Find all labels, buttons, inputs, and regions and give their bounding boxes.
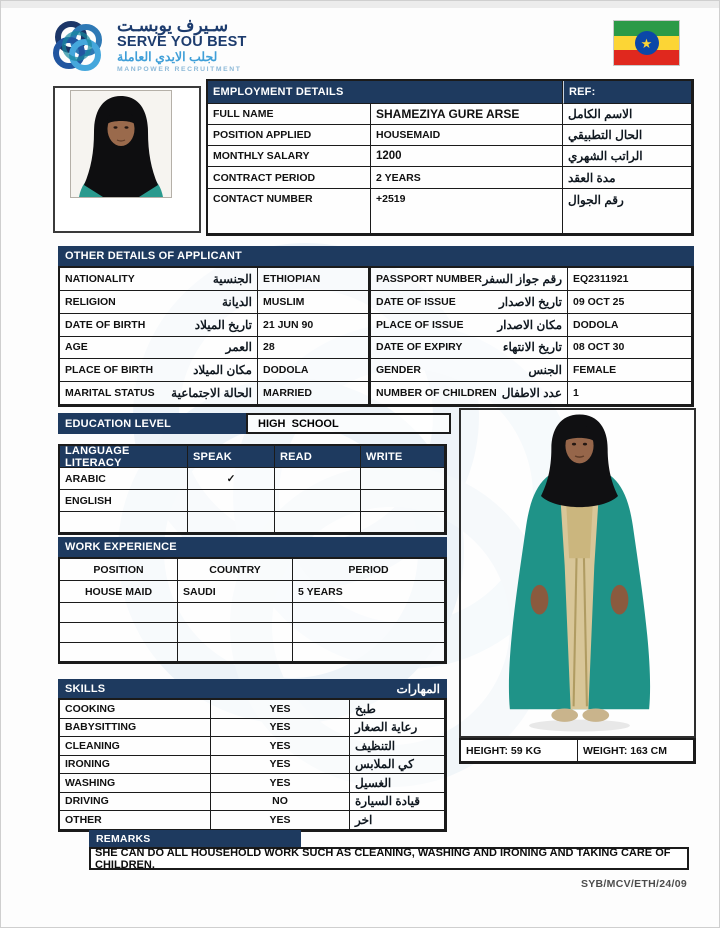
field-label-arabic: عدد الاطفال [501, 386, 562, 401]
language-read-cell [275, 512, 361, 533]
flag-star-icon: ★ [635, 31, 659, 55]
field-value: EQ2311921 [568, 268, 692, 291]
field-label: PASSPORT NUMBER [376, 272, 482, 285]
employment-table [206, 79, 694, 236]
field-value: 08 OCT 30 [568, 337, 692, 360]
field-value: HOUSEMAID [371, 125, 563, 146]
skills-title: SKILLS [65, 682, 106, 695]
other-details-right-table [369, 266, 694, 407]
skills-title-bar [58, 679, 447, 698]
field-value: 1 [568, 382, 692, 405]
education-level-value: HIGH SCHOOL [246, 413, 451, 434]
logo-english-name: SERVE YOU BEST [117, 33, 247, 50]
field-label-arabic: الاسم الكامل [563, 104, 692, 125]
field-label-arabic: الحال التطبيقي [563, 125, 692, 146]
field-value: SHAMEZIYA GURE ARSE [371, 104, 563, 125]
field-value: 1200 [371, 146, 563, 167]
skill-value: YES [211, 700, 350, 719]
work-position [60, 623, 178, 643]
field-label: DATE OF EXPIRY [376, 341, 463, 354]
field-value: 2 YEARS [371, 167, 563, 189]
skill-value: YES [211, 756, 350, 775]
language-write-cell [361, 490, 445, 512]
field-label-arabic: الراتب الشهري [563, 146, 692, 167]
skill-name: BABYSITTING [60, 719, 211, 738]
field-label-arabic: الحالة الاجتماعية [171, 386, 252, 401]
logo-english-tagline: MANPOWER RECRUITMENT [117, 66, 242, 74]
height-value: HEIGHT: 59 KG [461, 740, 578, 762]
column-header: SPEAK [188, 446, 275, 468]
column-header: PERIOD [293, 559, 445, 581]
field-value: FEMALE [568, 359, 692, 382]
language-write-cell [361, 468, 445, 490]
language-speak-cell [188, 512, 275, 533]
field-value: ETHIOPIAN [258, 268, 369, 291]
work-period: 5 YEARS [293, 581, 445, 603]
column-header: READ [275, 446, 361, 468]
language-speak-cell [188, 490, 275, 512]
skill-name-arabic: قيادة السيارة [350, 793, 445, 812]
company-logo-text [117, 15, 247, 77]
skill-name: IRONING [60, 756, 211, 775]
language-literacy-table [58, 444, 447, 535]
language-read-cell [275, 490, 361, 512]
applicant-fullbody-photo [461, 410, 698, 736]
column-header: LANGUAGE LITERACY [60, 446, 188, 468]
field-value: 21 JUN 90 [258, 314, 369, 337]
column-header: WRITE [361, 446, 445, 468]
work-country [178, 643, 293, 662]
field-label: DATE OF BIRTH [65, 318, 146, 331]
physical-stats-bar [459, 738, 696, 764]
work-period [293, 643, 445, 662]
field-label-arabic: تاريخ الميلاد [194, 317, 252, 332]
skill-value: YES [211, 774, 350, 793]
work-position [60, 643, 178, 662]
language-name: ENGLISH [60, 490, 188, 512]
skill-name-arabic: كي الملابس [350, 756, 445, 775]
work-experience-title: WORK EXPERIENCE [58, 537, 447, 557]
field-label-arabic: الجنسية [212, 271, 252, 286]
field-label: PLACE OF BIRTH [65, 364, 154, 377]
column-header: COUNTRY [178, 559, 293, 581]
field-value: DODOLA [568, 314, 692, 337]
work-period [293, 603, 445, 623]
check-icon: ✓ [188, 468, 275, 490]
remarks-title: REMARKS [89, 830, 301, 847]
field-label: MONTHLY SALARY [208, 146, 371, 167]
field-label-arabic: مكان الاصدار [497, 317, 562, 332]
company-logo-icon [47, 15, 109, 77]
skill-value: YES [211, 719, 350, 738]
field-label: DATE OF ISSUE [376, 295, 456, 308]
language-name: ARABIC [60, 468, 188, 490]
language-write-cell [361, 512, 445, 533]
education-level-label: EDUCATION LEVEL [58, 413, 246, 434]
field-value: 28 [258, 337, 369, 360]
field-label-arabic: مكان الميلاد [193, 363, 252, 378]
field-label-arabic: رقم الجوال [563, 189, 692, 234]
field-value: +2519 [371, 189, 563, 234]
other-details-title: OTHER DETAILS OF APPLICANT [58, 246, 694, 266]
field-label: FULL NAME [208, 104, 371, 125]
ref-label: REF: [563, 81, 692, 104]
skill-name-arabic: التنظيف [350, 737, 445, 756]
field-label: NUMBER OF CHILDREN [376, 387, 497, 400]
work-country: SAUDI [178, 581, 293, 603]
skill-name: WASHING [60, 774, 211, 793]
skills-table [58, 698, 447, 832]
field-label-arabic: الديانة [221, 294, 252, 309]
skill-value: YES [211, 811, 350, 830]
language-name [60, 512, 188, 533]
field-label-arabic: الجنس [528, 363, 562, 378]
remarks-text: SHE CAN DO ALL HOUSEHOLD WORK SUCH AS CLEANING, WASHING AND IRONING AND TAKING CARE OF CHILDREN. [89, 847, 689, 870]
skill-value: YES [211, 737, 350, 756]
logo-arabic-name: سـيرف يوبسـت [117, 16, 229, 35]
skill-name: OTHER [60, 811, 211, 830]
field-label-arabic: تاريخ الاصدار [498, 294, 562, 309]
skill-name: DRIVING [60, 793, 211, 812]
field-label: CONTACT NUMBER [208, 189, 371, 234]
work-position: HOUSE MAID [60, 581, 178, 603]
skill-name: COOKING [60, 700, 211, 719]
field-label-arabic: رقم جواز السفر [482, 271, 562, 286]
field-label: POSITION APPLIED [208, 125, 371, 146]
other-details-left-table [58, 266, 371, 407]
field-label: CONTRACT PERIOD [208, 167, 371, 189]
skill-name-arabic: اخر [350, 811, 445, 830]
work-period [293, 623, 445, 643]
field-label-arabic: تاريخ الانتهاء [502, 340, 562, 355]
field-label: PLACE OF ISSUE [376, 318, 464, 331]
skill-name: CLEANING [60, 737, 211, 756]
field-label: GENDER [376, 364, 421, 377]
skill-value: NO [211, 793, 350, 812]
applicant-headshot-photo [70, 90, 172, 198]
ethiopia-flag-icon [613, 20, 680, 66]
field-label: AGE [65, 341, 88, 354]
field-value: 09 OCT 25 [568, 291, 692, 314]
column-header: POSITION [60, 559, 178, 581]
field-label-arabic: مدة العقد [563, 167, 692, 189]
document-ref-code: SYB/MCV/ETH/24/09 [580, 878, 687, 890]
work-country [178, 623, 293, 643]
employment-title: EMPLOYMENT DETAILS [208, 81, 563, 104]
applicant-fullbody-frame [459, 408, 696, 738]
field-value: DODOLA [258, 359, 369, 382]
skill-name-arabic: الغسيل [350, 774, 445, 793]
applicant-headshot-frame [53, 86, 201, 233]
logo-arabic-tagline: لجلب الايدي العاملة [117, 50, 218, 65]
skills-title-arabic: المهارات [396, 681, 440, 696]
field-label: NATIONALITY [65, 272, 135, 285]
language-read-cell [275, 468, 361, 490]
field-value: MUSLIM [258, 291, 369, 314]
work-country [178, 603, 293, 623]
work-position [60, 603, 178, 623]
company-logo [47, 15, 247, 77]
work-experience-table [58, 557, 447, 664]
skill-name-arabic: طبخ [350, 700, 445, 719]
skill-name-arabic: رعاية الصغار [350, 719, 445, 738]
weight-value: WEIGHT: 163 CM [578, 740, 694, 762]
field-label: RELIGION [65, 295, 116, 308]
field-label-arabic: العمر [225, 340, 252, 355]
field-label: MARITAL STATUS [65, 387, 155, 400]
field-value: MARRIED [258, 382, 369, 405]
